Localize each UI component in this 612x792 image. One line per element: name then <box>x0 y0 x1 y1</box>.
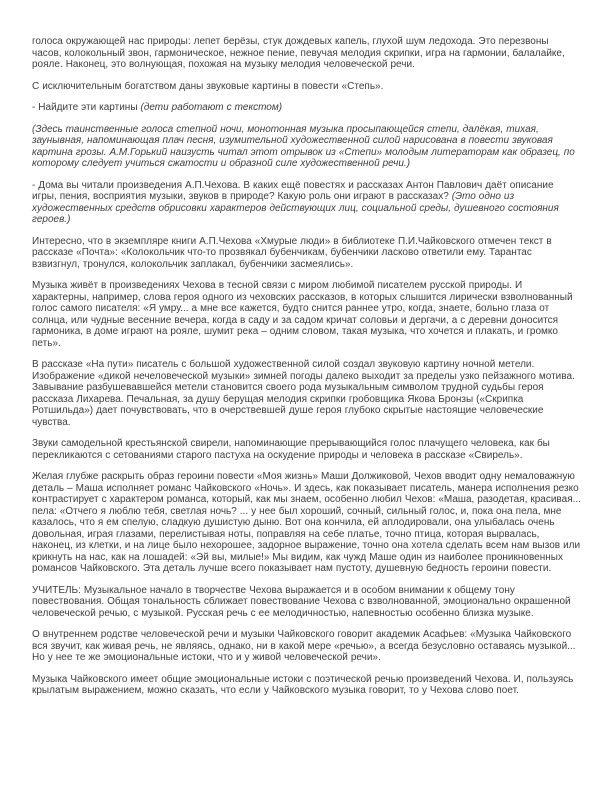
text-run: Музыка Чайковского имеет общие эмоциональные истоки с поэтической речью произведений Чехова. И, пользуясь крылатым выражением, можно сказать, что если у Чайковского музыка говорит, то у Чехова слово поет. <box>32 673 574 696</box>
text-run: голоса окружающей нас природы: лепет берёзы, стук дождевых капель, глухой шум ледохода. Это перезвоны часов, колокольный звон, гармоническое, нежное пение, певучая мелодия скрипки, игра на гармонии, балалайке, рояле. Наконец, это волнующая, похожая на музыку мелодия человеческой речи. <box>32 36 565 70</box>
text-run: С исключительным богатством даны звуковые картины в повести «Степь». <box>32 80 384 92</box>
paragraph-masha-romance <box>32 471 581 575</box>
text-run: Интересно, что в экземпляре книги А.П.Чехова «Хмурые люди» в библиотеке П.И.Чайковского отмечен текст в рассказе «Почта»: «Колокольчик что-то прозвякал бубенчикам, бубенчики ласково ответили ему. Тарантас взвизгнул, тронулся, колокольчик заплакал, бубенчики засмеялись». <box>32 235 552 270</box>
text-run: УЧИТЕЛЬ: Музыкальное начало в творчестве Чехова выражается и в особом внимании к общему тону повествования. Общая тональность сближает повествование Чехова с взволнованной, эмоционально окрашенной человеческой речью, с музыкой. Русская речь с ее мелодичностью, напевностью особенно близка музыке. <box>32 584 571 619</box>
text-run: В рассказе «На пути» писатель с большой художественной силой создал звуковую картину ночной метели. Изображение «дикой нечеловеческой музыки» зимней погоды далеко выходит за пределы узко пейзажного мотива. Завывание разбушевавшейся метели становится своего рода музыкальным символом трудной судьбы героя рассказа Лихарева. Печальная, за душу берущая мелодия скрипки гробовщика Якова Бронзы («Скрипка Ротшильда») дает почувствовать, что в очерствевшей душе героя глубоко скрытые настоящие человеческие чувства. <box>32 359 575 428</box>
paragraph-conclusion-word-sings <box>32 674 581 697</box>
paragraph-asafiev-quote <box>32 629 581 664</box>
text-run-italic: (Это одно из художественных средств обрисовки характеров действующих лиц, социальной среды, душевного состояния героев.) <box>32 191 559 225</box>
paragraph-svirel-pipe <box>32 438 581 461</box>
text-run: - Дома вы читали произведения А.П.Чехова. В каких ещё повестях и рассказах Антон Павлович даёт описание игры, пения, восприятия музыки, звуков в природе? Какую роль они играют в рассказах? <box>32 179 554 202</box>
paragraph-music-in-chekhov <box>32 280 581 349</box>
paragraph-gloomy-people-post <box>32 236 581 271</box>
paragraph-nature-voices <box>32 36 581 71</box>
paragraph-task-find-pictures <box>32 102 581 114</box>
text-run-italic: (Здесь таинственные голоса степной ночи, монотонная музыка просыпающейся степи, далёкая, тихая, заунывная, напоминающая плач песня, изумительной художественной силой нарисована в повести звуковая картина грозы. А.М.Горький наизусть читал этот отрывок из «Степи» молодым литераторам как образец, по которому следует учиться сжатости и образной силе художественной речи.) <box>32 123 575 169</box>
text-run: Музыка живёт в произведениях Чехова в тесной связи с миром любимой писателем русской природы. И характерны, например, слова героя одного из чеховских рассказов, в которых слышится лирически взволнованный голос самого писателя: «Я умру... а мне все кажется, будто снится раннее утро, когда, знаете, больно глаза от солнца, или чудные весенние вечера, когда в саду и за садом кричат соловьи и дергачи, а с деревни доносится гармоника, в доме играют на рояле, шумит река – одним словом, такая музыка, что хочется и плакать, и громко петь». <box>32 280 573 349</box>
text-run-italic: (дети работают с текстом) <box>140 102 283 113</box>
paragraph-home-reading-question <box>32 180 581 226</box>
text-run: Желая глубже раскрыть образ героини повести «Моя жизнь» Маши Должиковой, Чехов вводит одну немаловажную деталь – Маша исполняет романс Чайковского «Ночь». И здесь, как показывает писатель, манера исполнения резко контрастирует с характером романса, который, как мы знаем, особенно любил Чехов: «Маша, разодетая, красивая... пела: «Отчего я люблю тебя, светлая ночь? ... у нее был хороший, сочный, сильный голос, и, пока она пела, мне казалось, что я ем спелую, сладкую душистую дыню. Вот она кончила, ей аплодировали, она улыбалась очень довольная, играя глазами, перелистывая ноты, поправляя на себе платье, точно птица, которая вырвалась, наконец, из клетки, и на лице было нехорошее, задорное выражение, точно она хотела сделать всем нам вызов или крикнуть на нас, как на лошадей: «Эй вы, милые!» Мы видим, как чужд Маше один из наиболее проникновенных романсов Чайковского. Эта деталь лучше всего показывает нам пустоту, душевную бедность героини повести. <box>32 471 581 574</box>
paragraph-teacher-tone <box>32 585 581 620</box>
paragraph-steppe-richness <box>32 81 581 93</box>
text-run: О внутреннем родстве человеческой речи и музыки Чайковского говорит академик Асафьев: «Музыка Чайковского вся звучит, как живая речь, не являясь, однако, ни в какой мере «речью», а всегда безусловно оставаясь музыкой... Но у нее те же эмоциональные истоки, что и у живой человеческой речи». <box>32 629 576 663</box>
text-run: Звуки самодельной крестьянской свирели, напоминающие прерывающийся голос плачущего человека, как бы перекликаются с сетованиями старого пастуха на оскудение природы и человека в рассказе «Свирель». <box>32 438 550 461</box>
paragraph-steppe-note-italic <box>32 124 581 170</box>
text-run: - Найдите эти картины <box>32 102 141 113</box>
paragraph-on-the-way-blizzard <box>32 359 581 428</box>
